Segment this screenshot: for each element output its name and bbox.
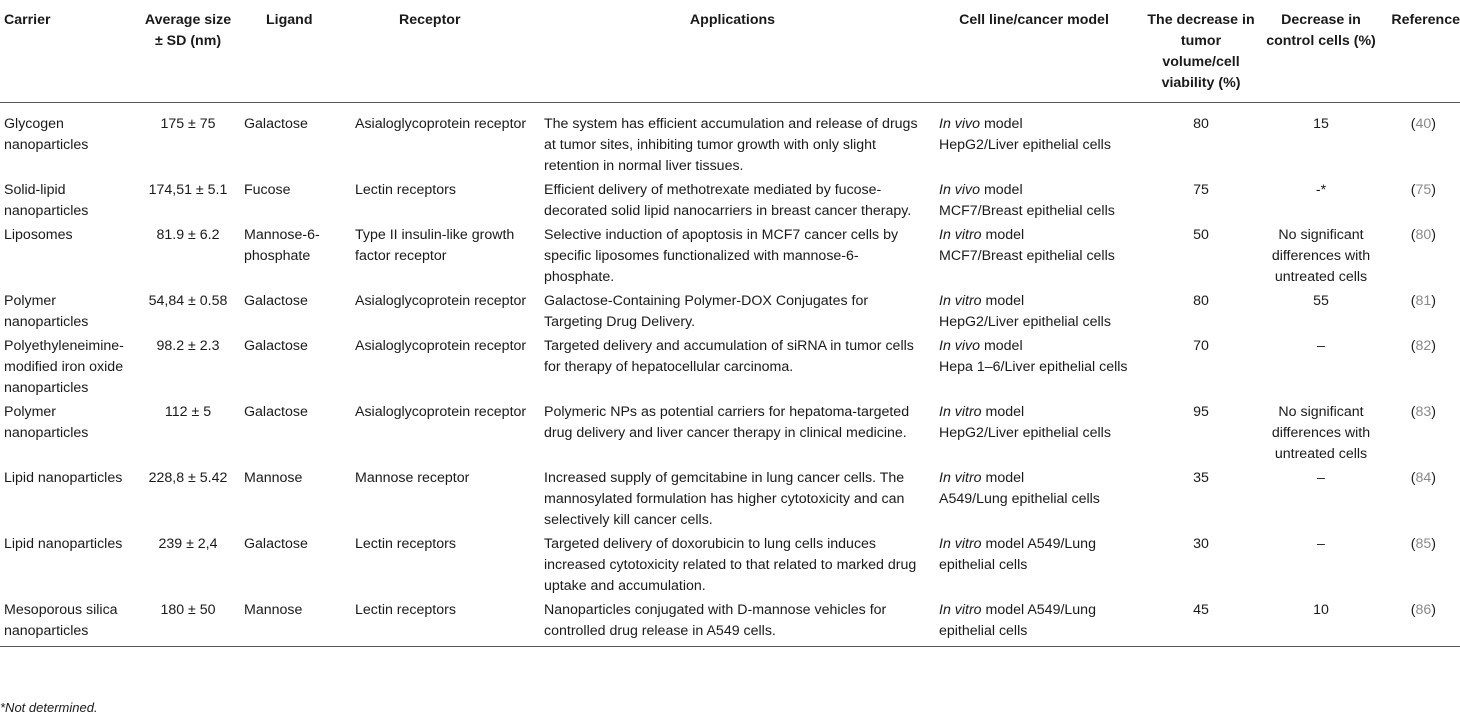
- cell-reference: (40): [1410, 116, 1436, 132]
- header-applications: Applications: [689, 12, 776, 28]
- model-line: [939, 468, 1139, 489]
- model-line: [939, 180, 1139, 201]
- model-rest: model: [981, 227, 1025, 243]
- cell-model: [925, 177, 1143, 222]
- cell-decrease-tumor: 35: [1193, 470, 1209, 486]
- table-row: [0, 399, 1460, 465]
- cell-decrease-control: –: [1317, 338, 1325, 354]
- model-rest: model: [980, 116, 1023, 132]
- cell-applications: Polymeric NPs as potential carriers for hepatoma-targeted drug delivery and liver cancer therapy in clinical medicine.: [544, 404, 910, 441]
- reference-link[interactable]: 75: [1415, 182, 1432, 198]
- cell-model: [925, 465, 1143, 531]
- table-row: [0, 103, 1460, 178]
- model-type: In vitro: [939, 404, 982, 420]
- cell-reference: (82): [1410, 338, 1436, 354]
- cell-applications: Increased supply of gemcitabine in lung cancer cells. The mannosylated formulation has higher cytotoxicity and can selectively kill cancer cells.: [544, 470, 905, 528]
- model-type: In vivo: [939, 182, 981, 198]
- table-row: [0, 222, 1460, 288]
- cell-decrease-tumor: 70: [1193, 338, 1209, 354]
- model-type: In vitro: [939, 227, 982, 243]
- model-line: [939, 291, 1139, 312]
- cell-carrier: Polyethyleneimine-modified iron oxide nanoparticles: [4, 338, 124, 396]
- model-type: In vivo: [939, 338, 981, 354]
- header-size: Average size ± SD (nm): [144, 12, 232, 49]
- cell-reference: (85): [1410, 536, 1436, 552]
- cell-size: 180 ± 50: [160, 602, 216, 618]
- cell-ligand: Galactose: [244, 293, 308, 309]
- cell-decrease-tumor: 30: [1193, 536, 1209, 552]
- table-row: [0, 333, 1460, 399]
- table-body: [0, 103, 1460, 647]
- model-line: [939, 402, 1139, 423]
- cell-receptor: Lectin receptors: [355, 536, 456, 552]
- cell-decrease-tumor: 45: [1193, 602, 1209, 618]
- reference-link[interactable]: 85: [1415, 536, 1432, 552]
- model-line: [939, 336, 1139, 357]
- cell-size: 81.9 ± 6.2: [156, 227, 220, 243]
- cell-receptor: Asialoglycoprotein receptor: [355, 293, 527, 309]
- cell-line-text: HepG2/Liver epithelial cells: [939, 137, 1111, 153]
- cell-ligand: Galactose: [244, 404, 308, 420]
- cell-receptor: Asialoglycoprotein receptor: [355, 404, 527, 420]
- model-rest: model: [980, 338, 1023, 354]
- model-rest: model A549/Lung: [981, 536, 1096, 552]
- cell-receptor: Lectin receptors: [355, 602, 456, 618]
- cell-size: 98.2 ± 2.3: [156, 338, 220, 354]
- cell-size: 175 ± 75: [160, 116, 216, 132]
- cell-carrier: Solid-lipid nanoparticles: [4, 182, 89, 219]
- reference-link[interactable]: 81: [1415, 293, 1432, 309]
- model-line: [939, 225, 1139, 246]
- reference-link[interactable]: 84: [1415, 470, 1432, 486]
- table-row: [0, 465, 1460, 531]
- cell-applications: Targeted delivery of doxorubicin to lung cells induces increased cytotoxicity related to that related to marked drug uptake and accumulation.: [544, 536, 917, 594]
- model-rest: model A549/Lung: [981, 602, 1096, 618]
- cell-carrier: Lipid nanoparticles: [4, 470, 123, 486]
- model-line: [939, 600, 1139, 621]
- cell-carrier: Liposomes: [4, 227, 73, 243]
- cell-size: 239 ± 2,4: [158, 536, 218, 552]
- cell-applications: Efficient delivery of methotrexate mediated by fucose-decorated solid lipid nanocarriers in breast cancer therapy.: [544, 182, 912, 219]
- cell-model: [925, 531, 1143, 597]
- cell-receptor: Type II insulin-like growth factor receptor: [355, 227, 515, 264]
- cell-line-text: Hepa 1–6/Liver epithelial cells: [939, 359, 1128, 375]
- cell-receptor: Asialoglycoprotein receptor: [355, 338, 527, 354]
- cell-line-text: HepG2/Liver epithelial cells: [939, 314, 1111, 330]
- reference-link[interactable]: 83: [1415, 404, 1432, 420]
- reference-link[interactable]: 80: [1415, 227, 1432, 243]
- model-type: In vivo: [939, 116, 981, 132]
- cell-reference: (86): [1410, 602, 1436, 618]
- cell-line-text: epithelial cells: [939, 557, 1028, 573]
- cell-reference: (84): [1410, 470, 1436, 486]
- cell-ligand: Galactose: [244, 536, 308, 552]
- cell-model: [925, 597, 1143, 647]
- cell-decrease-control: -*: [1315, 182, 1327, 198]
- header-receptor: Receptor: [399, 12, 461, 28]
- header-row: [0, 0, 1460, 103]
- footnote: *Not determined.: [0, 700, 98, 715]
- cell-carrier: Polymer nanoparticles: [4, 404, 89, 441]
- cell-carrier: Lipid nanoparticles: [4, 536, 123, 552]
- header-decrease-control: Decrease in control cells (%): [1266, 12, 1376, 49]
- cell-reference: (75): [1410, 182, 1436, 198]
- header-cell-line: Cell line/cancer model: [959, 12, 1109, 28]
- reference-link[interactable]: 86: [1415, 602, 1432, 618]
- table-row: [0, 177, 1460, 222]
- cell-applications: Galactose-Containing Polymer-DOX Conjugates for Targeting Drug Delivery.: [544, 293, 869, 330]
- cell-decrease-control: 15: [1313, 116, 1329, 132]
- cell-decrease-control: No significant differences with untreated cells: [1271, 227, 1371, 285]
- cell-receptor: Mannose receptor: [355, 470, 470, 486]
- cell-ligand: Mannose: [244, 470, 303, 486]
- cell-decrease-tumor: 80: [1193, 116, 1209, 132]
- cell-line-text: MCF7/Breast epithelial cells: [939, 248, 1115, 264]
- cell-decrease-tumor: 80: [1193, 293, 1209, 309]
- cell-ligand: Galactose: [244, 116, 308, 132]
- cell-model: [925, 333, 1143, 399]
- cell-decrease-control: –: [1317, 536, 1325, 552]
- cell-ligand: Fucose: [244, 182, 291, 198]
- cell-decrease-control: 55: [1313, 293, 1329, 309]
- cell-applications: Targeted delivery and accumulation of siRNA in tumor cells for therapy of hepatocellular carcinoma.: [544, 338, 914, 375]
- model-rest: model: [980, 182, 1023, 198]
- header-decrease-tumor: The decrease in tumor volume/cell viability (%): [1147, 12, 1255, 91]
- cell-line-text: epithelial cells: [939, 623, 1028, 639]
- model-type: In vitro: [939, 293, 982, 309]
- cell-model: [925, 288, 1143, 333]
- cell-line-text: HepG2/Liver epithelial cells: [939, 425, 1111, 441]
- cell-size: 112 ± 5: [164, 404, 212, 420]
- cell-reference: (81): [1410, 293, 1436, 309]
- model-rest: model: [981, 293, 1025, 309]
- reference-link[interactable]: 40: [1415, 116, 1432, 132]
- cell-model: [925, 399, 1143, 465]
- cell-applications: The system has efficient accumulation and release of drugs at tumor sites, inhibiting tumor growth with only slight retention in normal liver tissues.: [544, 116, 918, 174]
- reference-link[interactable]: 82: [1415, 338, 1432, 354]
- cell-applications: Nanoparticles conjugated with D-mannose vehicles for controlled drug release in A549 cells.: [544, 602, 887, 639]
- table-row: [0, 288, 1460, 333]
- cell-size: 228,8 ± 5.42: [148, 470, 228, 486]
- cell-reference: (80): [1410, 227, 1436, 243]
- cell-reference: (83): [1410, 404, 1436, 420]
- model-type: In vitro: [939, 536, 982, 552]
- cell-decrease-control: 10: [1313, 602, 1329, 618]
- cell-decrease-control: No significant differences with untreated cells: [1271, 404, 1371, 462]
- cell-ligand: Mannose: [244, 602, 303, 618]
- cell-model: [925, 103, 1143, 178]
- cell-size: 174,51 ± 5.1: [148, 182, 228, 198]
- cell-decrease-tumor: 50: [1193, 227, 1209, 243]
- cell-applications: Selective induction of apoptosis in MCF7 cancer cells by specific liposomes functionalized with mannose-6-phosphate.: [544, 227, 899, 285]
- header-reference: Reference: [1391, 12, 1460, 28]
- table-row: [0, 531, 1460, 597]
- cell-size: 54,84 ± 0.58: [148, 293, 228, 309]
- cell-decrease-control: –: [1317, 470, 1325, 486]
- header-ligand: Ligand: [266, 12, 313, 28]
- cell-decrease-tumor: 75: [1193, 182, 1209, 198]
- cell-carrier: Glycogen nanoparticles: [4, 116, 89, 153]
- cell-ligand: Mannose-6-phosphate: [244, 227, 320, 264]
- cell-line-text: MCF7/Breast epithelial cells: [939, 203, 1115, 219]
- cell-receptor: Asialoglycoprotein receptor: [355, 116, 527, 132]
- cell-carrier: Polymer nanoparticles: [4, 293, 89, 330]
- table-row: [0, 597, 1460, 647]
- cell-model: [925, 222, 1143, 288]
- cell-receptor: Lectin receptors: [355, 182, 456, 198]
- cell-carrier: Mesoporous silica nanoparticles: [4, 602, 118, 639]
- model-type: In vitro: [939, 602, 982, 618]
- cell-decrease-tumor: 95: [1193, 404, 1209, 420]
- model-rest: model: [981, 404, 1025, 420]
- header-carrier: Carrier: [4, 12, 51, 28]
- model-line: [939, 534, 1139, 555]
- model-line: [939, 114, 1139, 135]
- cell-ligand: Galactose: [244, 338, 308, 354]
- cell-line-text: A549/Lung epithelial cells: [939, 491, 1100, 507]
- model-type: In vitro: [939, 470, 982, 486]
- model-rest: model: [981, 470, 1025, 486]
